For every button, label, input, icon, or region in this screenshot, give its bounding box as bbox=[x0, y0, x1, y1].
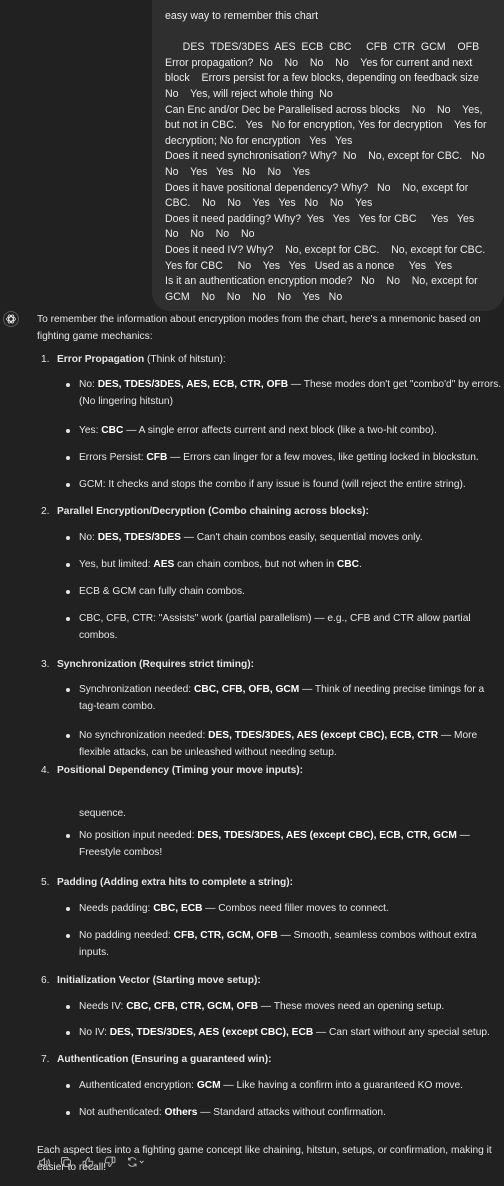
list-number: 5. bbox=[41, 877, 50, 888]
section-heading: Synchronization (Requires strict timing): bbox=[57, 659, 254, 670]
list-item: ECB & GCM can fully chain combos. bbox=[37, 583, 504, 600]
assistant-avatar bbox=[3, 311, 19, 327]
section-heading: Padding (Adding extra hits to complete a string): bbox=[57, 877, 294, 888]
list-number: 4. bbox=[41, 765, 50, 776]
section-synchronization bbox=[37, 656, 504, 673]
list-number: 1. bbox=[41, 354, 50, 365]
section-subheading: (Think of hitstun): bbox=[144, 354, 226, 365]
list-item: No: DES, TDES/3DES — Can't chain combos easily, sequential moves only. bbox=[37, 529, 504, 546]
section-heading: Authentication (Ensuring a guaranteed win): bbox=[57, 1054, 272, 1065]
message-action-bar bbox=[37, 1152, 147, 1172]
openai-logo-icon bbox=[5, 313, 17, 325]
section-heading: Error Propagation bbox=[57, 354, 145, 365]
list-item: GCM: It checks and stops the combo if any issue is found (will reject the entire string). bbox=[37, 476, 504, 493]
list-item: No: DES, TDES/3DES, AES, ECB, CTR, OFB — These modes don't get "combo'd" by errors. (No lingering hitstun) bbox=[37, 376, 504, 410]
read-aloud-icon[interactable] bbox=[37, 1155, 51, 1169]
regenerate-icon[interactable] bbox=[125, 1155, 147, 1169]
section-parallel bbox=[37, 503, 504, 520]
list-item: Yes, but limited: AES can chain combos, but not when in CBC. bbox=[37, 556, 504, 573]
list-item: CBC, CFB, CTR: "Assists" work (partial parallelism) — e.g., CFB and CTR allow partial combos. bbox=[37, 610, 504, 644]
list-item: Needs padding: CBC, ECB — Combos need filler moves to connect. bbox=[37, 900, 504, 917]
thumbs-up-icon[interactable] bbox=[81, 1155, 95, 1169]
list-item: No position input needed: DES, TDES/3DES, AES (except CBC), ECB, CTR, GCM — Freestyle combos! bbox=[37, 827, 504, 861]
copy-icon[interactable] bbox=[59, 1155, 73, 1169]
list-number: 6. bbox=[41, 975, 50, 986]
list-item: Not authenticated: Others — Standard attacks without confirmation. bbox=[37, 1104, 504, 1121]
list-item: No synchronization needed: DES, TDES/3DES, AES (except CBC), ECB, CTR — More flexible attacks, can be unleashed without needing setup. bbox=[37, 727, 504, 761]
list-item: No IV: DES, TDES/3DES, AES (except CBC), ECB — Can start without any special setup. bbox=[37, 1024, 504, 1041]
section-heading: Positional Dependency (Timing your move inputs): bbox=[57, 765, 304, 776]
list-number: 2. bbox=[41, 506, 50, 517]
user-message-bubble: easy way to remember this chart DES TDES/3DES AES ECB CBC CFB CTR GCM OFB Error propagation? No No No No Yes for current and next block Errors persist for a few blocks, depending on feedback size No Yes, will reject whole thing No Can Enc and/or Dec be Parallelised across blocks No No Yes, but not in CBC. Yes No for encryption, Yes for decryption Yes for decryption; No for encryption Yes Yes Does it need synchronisation? Why? No No, except for CBC. No No Yes Yes No No Yes Does it have positional dependency? Why? No No, except for CBC. No No Yes Yes No No Yes Does it need padding? Why? Yes Yes Yes for CBC Yes Yes No No No No Does it need IV? Why? No, except for CBC. No, except for CBC. Yes for CBC No Yes Yes Used as a nonce Yes Yes Is it an authentication encryption mode? No No No, except for GCM No No No No Yes No bbox=[152, 0, 504, 311]
section-positional-dependency bbox=[37, 762, 504, 779]
section-initialization-vector bbox=[37, 972, 504, 989]
list-number: 3. bbox=[41, 659, 50, 670]
section-heading: Initialization Vector (Starting move setup): bbox=[57, 975, 261, 986]
section-padding bbox=[37, 874, 504, 891]
response-outro: Each aspect ties into a fighting game concept like chaining, hitstun, setups, or confirmation, making it easier to recall! bbox=[37, 1145, 492, 1173]
assistant-response: To remember the information about encryption modes from the chart, here's a mnemonic based on fighting game mechanics: 1. Error Propagation (Think of hitstun): No: DES, TDES/3DES, AES, ECB, CTR, OFB — These modes don't get "combo'd" by errors. (No lingering hitstun) Yes: CBC — A single error affects current and next block (like a two-hit combo). Errors Persist: CFB — Errors can linger for a few moves, like getting locked in blockstun. GCM: It checks and stops the combo if any issue is found (will reject the entire string). 2. Parallel Encryption/Decryption (Combo chaining across blocks): No: DES, TDES/3DES — Can't chain combos easily, sequential moves only. Yes, but limited: AES can chain combos, but not when in CBC. ECB & GCM can fully chain combos. CBC, CFB, CTR: "Assists" work (partial parallelism) — e.g., CFB and CTR allow partial combos. 3. Synchronization (Requires strict timing): Synchronization needed: CBC, CFB, OFB, GCM — Think of needing precise timings for a tag-team combo. No synchronization needed: DES, TDES/3DES, AES (except CBC), ECB, CTR — More flexible attacks, can be unleashed without needing setup. 4. Positional Dependency (Timing your move inputs): sequence. No position input needed: DES, TDES/3DES, AES (except CBC), ECB, CTR, GCM — Freestyle combos! 5. Padding (Adding extra hits to complete a string): Needs padding: CBC, ECB — Combos need filler moves to connect. No padding needed: CFB, CTR, GCM, OFB — Smooth, seamless combos without extra inputs. 6. Initialization Vector (Starting move setup): Needs IV: CBC, CFB, CTR, GCM, OFB — These moves need an opening setup. No IV: DES, TDES/3DES, AES (except CBC), ECB — Can start without any special setup. 7. Authentication (Ensuring a guaranteed win): Authenticated encryption: GCM — Like having a confirm into a guaranteed KO move. Not authenticated: Others — Standard attacks without confirmation. Each aspect ties into a fighting game concept like chaining, hitstun, setups, or confirmation, making it easier to recall! bbox=[37, 311, 504, 1161]
response-intro: To remember the information about encryption modes from the chart, here's a mnemonic based on fighting game mechanics: bbox=[37, 314, 481, 342]
list-item: Needs IV: CBC, CFB, CTR, GCM, OFB — These moves need an opening setup. bbox=[37, 998, 504, 1015]
section-authentication bbox=[37, 1051, 504, 1068]
section-error-propagation bbox=[37, 351, 504, 368]
list-item: Authenticated encryption: GCM — Like having a confirm into a guaranteed KO move. bbox=[37, 1077, 504, 1094]
list-item: Errors Persist: CFB — Errors can linger for a few moves, like getting locked in blockstun. bbox=[37, 449, 504, 466]
section-heading: Parallel Encryption/Decryption (Combo chaining across blocks): bbox=[57, 506, 369, 517]
list-item: No padding needed: CFB, CTR, GCM, OFB — Smooth, seamless combos without extra inputs. bbox=[37, 927, 504, 961]
list-item: Synchronization needed: CBC, CFB, OFB, GCM — Think of needing precise timings for a tag-team combo. bbox=[37, 681, 504, 715]
list-item: Yes: CBC — A single error affects current and next block (like a two-hit combo). bbox=[37, 422, 504, 439]
chevron-down-icon bbox=[140, 1161, 144, 1163]
list-number: 7. bbox=[41, 1054, 50, 1065]
thumbs-down-icon[interactable] bbox=[103, 1155, 117, 1169]
